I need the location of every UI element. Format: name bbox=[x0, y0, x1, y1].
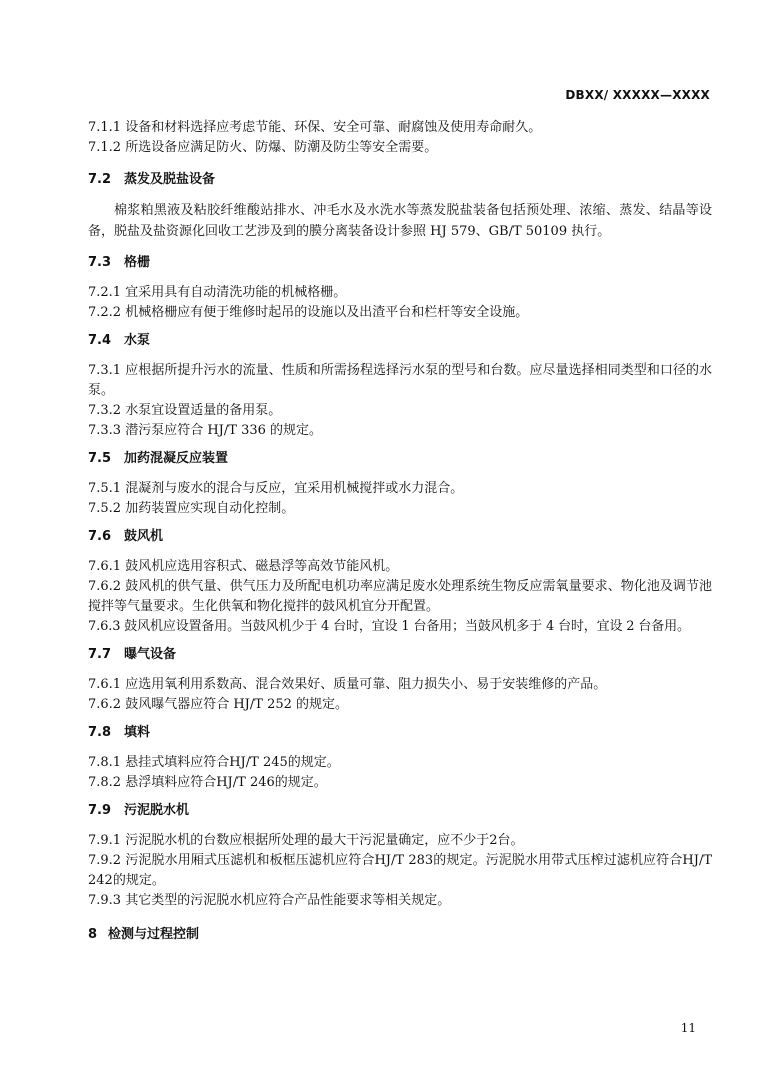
clause-7-6-1: 7.6.1 鼓风机应选用容积式、磁悬浮等高效节能风机。 bbox=[88, 559, 399, 574]
chapter-heading-8 bbox=[88, 925, 712, 945]
chapter-number: 8 bbox=[88, 927, 98, 942]
section-number: 7.7 bbox=[88, 647, 112, 662]
clause-7-7-1: 7.6.1 应选用氧利用系数高、混合效果好、质量可靠、阻力损失小、易于安装维修的产品。 bbox=[88, 677, 607, 692]
clause-7-9-2: 7.9.2 污泥脱水用厢式压滤机和板框压滤机应符合HJ/T 283的规定。污泥脱水用带式压榨过滤机应符合HJ/T 242的规定。 bbox=[88, 853, 712, 888]
section-heading-7-2 bbox=[88, 170, 712, 190]
clause-7-2-1: 7.2.1 宜采用具有自动清洗功能的机械格栅。 bbox=[88, 285, 347, 300]
section-title: 污泥脱水机 bbox=[124, 803, 190, 818]
clause-7-8-2: 7.8.2 悬浮填料应符合HJ/T 246的规定。 bbox=[88, 775, 327, 790]
section-heading-7-7 bbox=[88, 645, 712, 665]
clause-7-5-1: 7.5.1 混凝剂与废水的混合与反应，宜采用机械搅拌或水力混合。 bbox=[88, 481, 464, 496]
section-number: 7.4 bbox=[88, 333, 112, 348]
clause-7-9-3: 7.9.3 其它类型的污泥脱水机应符合产品性能要求等相关规定。 bbox=[88, 893, 451, 908]
section-title: 曝气设备 bbox=[124, 647, 177, 662]
section-title: 鼓风机 bbox=[124, 529, 164, 544]
page-number: 11 bbox=[680, 1021, 696, 1035]
clause-7-2-2: 7.2.2 机械格栅应有便于维修时起吊的设施以及出渣平台和栏杆等安全设施。 bbox=[88, 305, 529, 320]
section-number: 7.5 bbox=[88, 451, 112, 466]
section-heading-7-4 bbox=[88, 331, 712, 351]
clause-7-5-2: 7.5.2 加药装置应实现自动化控制。 bbox=[88, 501, 295, 516]
page-body bbox=[88, 118, 712, 945]
section-heading-7-8 bbox=[88, 723, 712, 743]
section-heading-7-3 bbox=[88, 253, 712, 273]
clause-7-9-1: 7.9.1 污泥脱水机的台数应根据所处理的最大干污泥量确定，应不少于2台。 bbox=[88, 833, 524, 848]
clause-7-3-1: 7.3.1 应根据所提升污水的流量、性质和所需扬程选择污水泵的型号和台数。应尽量选择相同类型和口径的水泵。 bbox=[88, 363, 712, 398]
section-title: 加药混凝反应装置 bbox=[124, 451, 229, 466]
section-number: 7.8 bbox=[88, 725, 112, 740]
section-heading-7-9 bbox=[88, 801, 712, 821]
document-code: DBXX/ XXXXX—XXXX bbox=[565, 88, 710, 102]
section-title: 水泵 bbox=[124, 333, 151, 348]
section-heading-7-6 bbox=[88, 527, 712, 547]
clause-7-1-1: 7.1.1 设备和材料选择应考虑节能、环保、安全可靠、耐腐蚀及使用寿命耐久。 bbox=[88, 120, 542, 135]
chapter-title: 检测与过程控制 bbox=[108, 927, 200, 942]
section-title: 格栅 bbox=[124, 255, 151, 270]
clause-7-6-3: 7.6.3 鼓风机应设置备用。当鼓风机少于 4 台时，宜设 1 台备用；当鼓风机多于 4 台时，宜设 2 台备用。 bbox=[88, 619, 690, 634]
section-title: 蒸发及脱盐设备 bbox=[124, 172, 216, 187]
section-heading-7-5 bbox=[88, 449, 712, 469]
paragraph-7-2: 棉浆粕黑液及粘胶纤维酸站排水、冲毛水及水洗水等蒸发脱盐装备包括预处理、浓缩、蒸发、结晶等设备，脱盐及盐资源化回收工艺涉及到的膜分离装备设计参照 HJ 579、GB/T 50109 执行。 bbox=[88, 203, 712, 239]
clause-7-3-2: 7.3.2 水泵宜设置适量的备用泵。 bbox=[88, 403, 282, 418]
section-number: 7.6 bbox=[88, 529, 112, 544]
clause-7-8-1: 7.8.1 悬挂式填料应符合HJ/T 245的规定。 bbox=[88, 755, 340, 770]
section-title: 填料 bbox=[124, 725, 151, 740]
section-number: 7.9 bbox=[88, 803, 112, 818]
section-number: 7.3 bbox=[88, 255, 112, 270]
clause-7-1-2: 7.1.2 所选设备应满足防火、防爆、防潮及防尘等安全需要。 bbox=[88, 140, 438, 155]
clause-7-3-3: 7.3.3 潜污泵应符合 HJ/T 336 的规定。 bbox=[88, 423, 323, 438]
section-number: 7.2 bbox=[88, 172, 112, 187]
clause-7-6-2: 7.6.2 鼓风机的供气量、供气压力及所配电机功率应满足废水处理系统生物反应需氧量要求、物化池及调节池搅拌等气量要求。生化供氧和物化搅拌的鼓风机宜分开配置。 bbox=[88, 579, 712, 614]
clause-7-7-2: 7.6.2 鼓风曝气器应符合 HJ/T 252 的规定。 bbox=[88, 697, 349, 712]
